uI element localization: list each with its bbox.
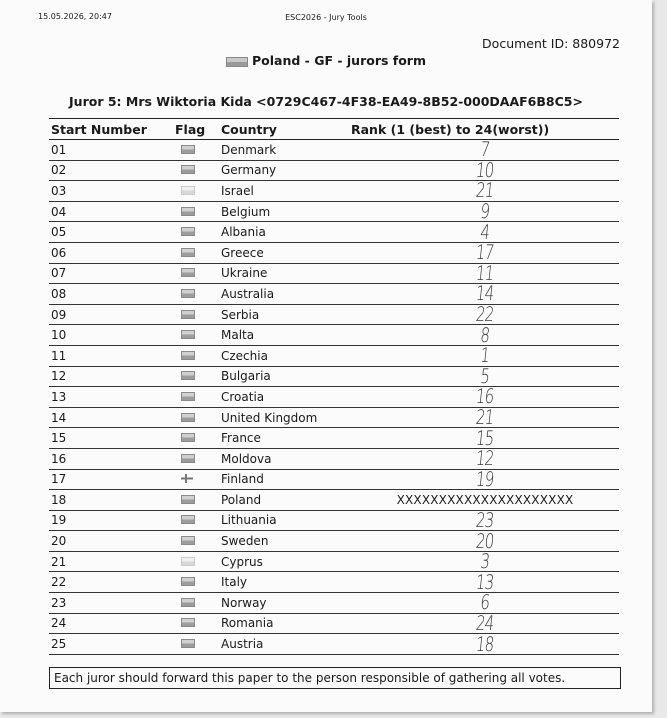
country-flag-icon: [181, 330, 195, 339]
handwritten-rank: 10: [474, 157, 496, 182]
country-name: Croatia: [219, 387, 349, 408]
start-number: 22: [49, 572, 173, 593]
table-row: [49, 407, 619, 428]
table-row: [49, 304, 619, 325]
handwritten-rank: 22: [474, 302, 496, 327]
flag-cell: [173, 284, 219, 305]
flag-cell: [173, 325, 219, 346]
country-name: Moldova: [219, 448, 349, 469]
flag-cell: [173, 531, 219, 552]
handwritten-rank: 15: [474, 425, 496, 450]
handwritten-rank: 17: [474, 240, 496, 265]
flag-cell: [173, 551, 219, 572]
table-row: [49, 387, 619, 408]
country-name: Malta: [219, 325, 349, 346]
table-row: [49, 345, 619, 366]
rank-cell: [349, 631, 619, 656]
country-name: Sweden: [219, 531, 349, 552]
start-number: 09: [49, 304, 173, 325]
country-flag-icon: [181, 351, 195, 360]
table-row: [49, 469, 619, 490]
country-flag-icon: [181, 371, 195, 380]
country-name: Austria: [219, 634, 349, 655]
start-number: 04: [49, 201, 173, 222]
handwritten-rank: 18: [474, 631, 496, 656]
poland-flag-icon: [226, 57, 248, 67]
own-country-marker: XXXXXXXXXXXXXXXXXXXXX: [396, 492, 574, 507]
table-row: [49, 613, 619, 634]
table-row: [49, 572, 619, 593]
table-row: [49, 490, 619, 511]
handwritten-rank: 4: [479, 219, 491, 244]
table-row: [49, 366, 619, 387]
flag-cell: [173, 469, 219, 490]
handwritten-rank: 21: [474, 178, 496, 203]
start-number: 14: [49, 407, 173, 428]
flag-cell: [173, 160, 219, 181]
table-row: [49, 242, 619, 263]
rank-cell: [349, 448, 619, 469]
table-row: [49, 634, 619, 655]
country-flag-icon: [181, 145, 195, 154]
rank-cell: [349, 507, 619, 532]
country-name: Germany: [219, 160, 349, 181]
country-flag-icon: [181, 639, 195, 648]
flag-cell: [173, 428, 219, 449]
country-flag-icon: [181, 495, 195, 504]
table-row: [49, 222, 619, 243]
start-number: 03: [49, 181, 173, 202]
flag-cell: [173, 140, 219, 161]
start-number: 12: [49, 366, 173, 387]
start-number: 07: [49, 263, 173, 284]
country-flag-icon: [181, 536, 195, 545]
form-title: Poland - GF - jurors form: [251, 53, 426, 68]
country-name: Cyprus: [219, 551, 349, 572]
handwritten-rank: 23: [474, 507, 496, 532]
handwritten-rank: 9: [479, 199, 491, 224]
start-number: 02: [49, 160, 173, 181]
header-country: Country: [219, 119, 349, 140]
handwritten-rank: 20: [474, 528, 496, 553]
country-flag-icon: [181, 577, 195, 586]
header-start-number: Start Number: [49, 119, 173, 140]
rank-cell: [349, 242, 619, 263]
start-number: 18: [49, 490, 173, 511]
country-name: Bulgaria: [219, 366, 349, 387]
table-row: [49, 551, 619, 572]
flag-cell: [173, 407, 219, 428]
flag-cell: [173, 222, 219, 243]
country-name: Czechia: [219, 345, 349, 366]
juror-line: Juror 5: Mrs Wiktoria Kida <0729C467-4F38-EA49-8B52-000DAAF6B8C5>: [69, 94, 583, 109]
country-flag-icon: [181, 515, 195, 524]
country-flag-icon: [181, 557, 195, 566]
handwritten-rank: 12: [474, 446, 496, 471]
start-number: 15: [49, 428, 173, 449]
print-app-title: ESC2026 - Jury Tools: [285, 13, 367, 22]
table-row: [49, 181, 619, 202]
flag-cell: [173, 201, 219, 222]
handwritten-rank: 8: [479, 322, 491, 347]
country-flag-icon: [181, 413, 195, 422]
start-number: 10: [49, 325, 173, 346]
country-flag-icon: [181, 268, 195, 277]
flag-cell: [173, 366, 219, 387]
country-flag-icon: [181, 165, 195, 174]
country-name: Finland: [219, 469, 349, 490]
start-number: 11: [49, 345, 173, 366]
start-number: 24: [49, 613, 173, 634]
rank-cell: [349, 201, 619, 222]
flag-cell: [173, 387, 219, 408]
votes-table: [49, 118, 619, 655]
start-number: 01: [49, 140, 173, 161]
country-name: Denmark: [219, 140, 349, 161]
rank-cell: [349, 345, 619, 366]
rank-cell: [349, 466, 619, 491]
country-flag-icon: [181, 227, 195, 236]
handwritten-rank: 19: [474, 466, 496, 491]
table-row: [49, 325, 619, 346]
header-rank: Rank (1 (best) to 24(worst)): [349, 119, 619, 140]
country-flag-icon: [181, 310, 195, 319]
country-name: Belgium: [219, 201, 349, 222]
handwritten-rank: 5: [479, 363, 491, 388]
votes-table-body: [49, 137, 619, 656]
flag-cell: [173, 593, 219, 614]
country-name: France: [219, 428, 349, 449]
country-name: Italy: [219, 572, 349, 593]
table-row: [49, 263, 619, 284]
country-name: Australia: [219, 284, 349, 305]
country-flag-icon: [181, 433, 195, 442]
header-flag: Flag: [173, 119, 219, 140]
flag-cell: [173, 242, 219, 263]
table-row: [49, 140, 619, 161]
country-name: Romania: [219, 613, 349, 634]
start-number: 20: [49, 531, 173, 552]
start-number: 19: [49, 510, 173, 531]
country-name: Israel: [219, 181, 349, 202]
start-number: 08: [49, 284, 173, 305]
start-number: 13: [49, 387, 173, 408]
country-name: Greece: [219, 242, 349, 263]
document-id: Document ID: 880972: [482, 36, 620, 51]
start-number: 16: [49, 448, 173, 469]
country-flag-icon: [181, 248, 195, 257]
table-row: [49, 593, 619, 614]
table-row: [49, 448, 619, 469]
table-row: [49, 160, 619, 181]
flag-cell: [173, 634, 219, 655]
handwritten-rank: 6: [479, 590, 491, 615]
country-name: Ukraine: [219, 263, 349, 284]
table-row: [49, 510, 619, 531]
flag-cell: [173, 510, 219, 531]
country-name: Poland: [219, 490, 349, 511]
country-name: Serbia: [219, 304, 349, 325]
rank-cell: [349, 304, 619, 325]
handwritten-rank: 7: [479, 137, 491, 162]
rank-cell: [349, 551, 619, 572]
table-row: [49, 201, 619, 222]
table-row: [49, 531, 619, 552]
country-name: United Kingdom: [219, 407, 349, 428]
country-name: Lithuania: [219, 510, 349, 531]
footer-note: Each juror should forward this paper to the person responsible of gathering all votes.: [49, 667, 621, 689]
start-number: 05: [49, 222, 173, 243]
country-flag-icon: [181, 186, 195, 195]
handwritten-rank: 1: [479, 343, 491, 368]
handwritten-rank: 14: [474, 281, 496, 306]
country-flag-icon: [181, 289, 195, 298]
table-row: [49, 428, 619, 449]
print-datetime: 15.05.2026, 20:47: [38, 12, 112, 21]
table-row: [49, 284, 619, 305]
start-number: 25: [49, 634, 173, 655]
form-title-block: [0, 53, 652, 68]
handwritten-rank: 3: [479, 549, 491, 574]
table-header-row: [49, 119, 619, 140]
flag-cell: [173, 613, 219, 634]
country-flag-icon: [181, 474, 193, 483]
country-name: Norway: [219, 593, 349, 614]
handwritten-rank: 24: [474, 610, 496, 635]
flag-cell: [173, 304, 219, 325]
country-flag-icon: [181, 618, 195, 627]
start-number: 17: [49, 469, 173, 490]
flag-cell: [173, 572, 219, 593]
rank-cell: [349, 407, 619, 428]
country-flag-icon: [181, 598, 195, 607]
country-flag-icon: [181, 207, 195, 216]
flag-cell: [173, 263, 219, 284]
country-name: Albania: [219, 222, 349, 243]
flag-cell: [173, 181, 219, 202]
country-flag-icon: [181, 392, 195, 401]
start-number: 21: [49, 551, 173, 572]
handwritten-rank: 16: [474, 384, 496, 409]
flag-cell: [173, 345, 219, 366]
start-number: 23: [49, 593, 173, 614]
rank-cell: [349, 137, 619, 162]
start-number: 06: [49, 242, 173, 263]
handwritten-rank: 11: [474, 260, 496, 285]
flag-cell: [173, 448, 219, 469]
handwritten-rank: 13: [474, 569, 496, 594]
rank-cell: [349, 610, 619, 635]
handwritten-rank: 21: [474, 405, 496, 430]
country-flag-icon: [181, 454, 195, 463]
flag-cell: [173, 490, 219, 511]
